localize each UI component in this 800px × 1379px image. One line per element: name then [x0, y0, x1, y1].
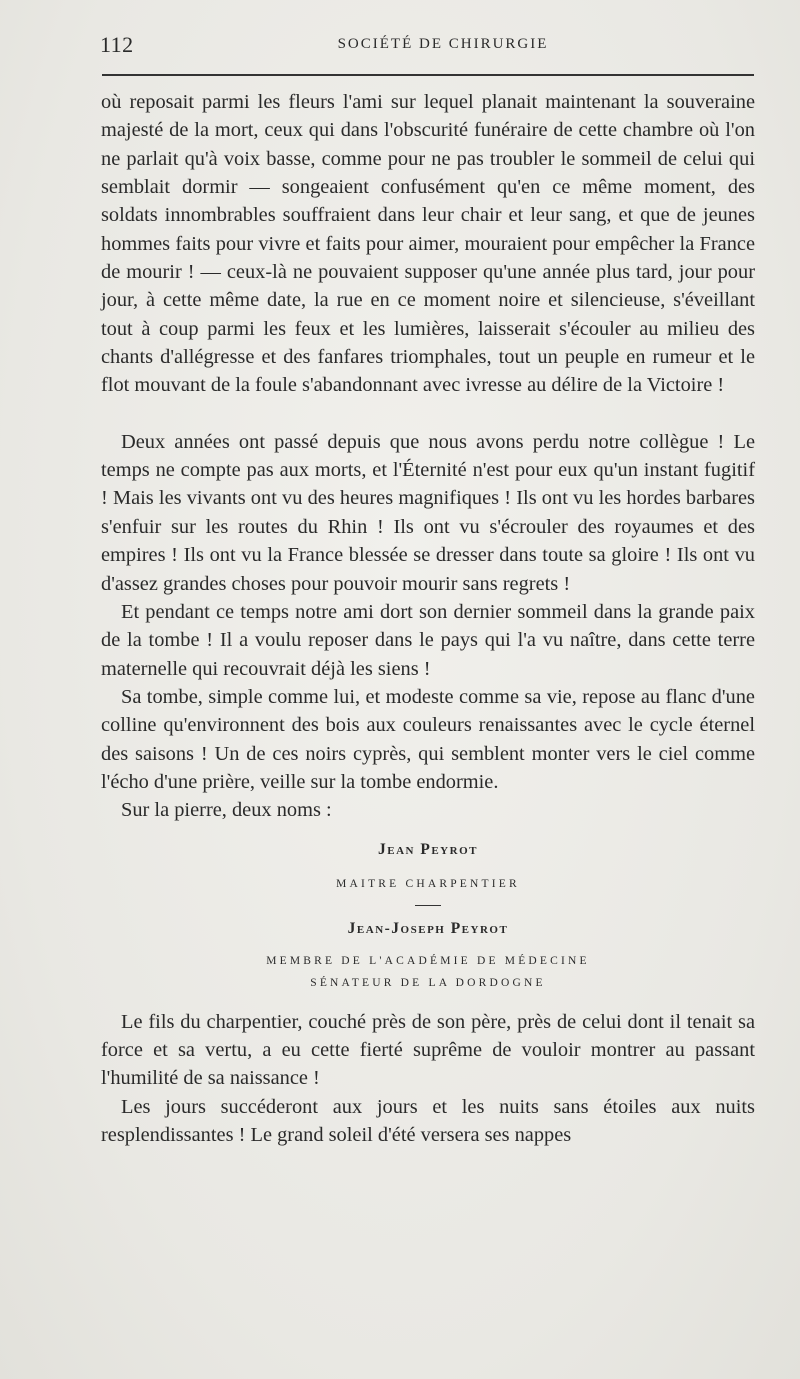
paragraph: Et pendant ce temps notre ami dort son dernier sommeil dans la grande paix de la tombe ! Il a voulu reposer dans le pays qui l'a vu naître, dans cette terre maternelle qui recouvrait déjà les siens ! [101, 600, 755, 680]
paragraph: Le fils du charpentier, couché près de son père, près de celui dont il tenait sa force et sa vertu, a eu cette fierté suprême de vouloir montrer au passant l'humilité de sa naissance ! [101, 1010, 755, 1090]
paragraph: Sur la pierre, deux noms : [121, 799, 332, 822]
epitaph-name-father: Jean Peyrot [378, 840, 478, 858]
epitaph-name-son: Jean-Joseph Peyrot [347, 919, 509, 937]
paragraph: Les jours succéderont aux jours et les nuits sans étoiles aux nuits resplendissantes ! Le grand soleil d'été versera ses nappes [101, 1095, 755, 1146]
epitaph-role-father: MAITRE CHARPENTIER [336, 877, 520, 890]
page-number: 112 [100, 32, 134, 57]
paragraph: Deux années ont passé depuis que nous avons perdu notre collègue ! Le temps ne compte pas aux morts, et l'Éternité n'est pour eux qu'un instant fugitif ! Mais les vivants ont vu des heures magnifiques ! Ils ont vu les hordes barbares s'enfuir sur les routes du Rhin ! Ils ont vu s'écrouler des royaumes et des empires ! Ils ont vu la France blessée se dresser dans toute sa gloire ! Ils ont vu d'assez grandes choses pour pouvoir mourir sans regrets ! [101, 430, 755, 595]
body-text [101, 88, 755, 1149]
header-rule [102, 74, 754, 76]
paragraph: Sa tombe, simple comme lui, et modeste comme sa vie, repose au flanc d'une colline qu'environnent des bois aux couleurs renaissantes avec le cycle éternel des saisons ! Un de ces noirs cyprès, qui semblent monter vers le ciel comme l'écho d'une prière, veille sur la tombe endormie. [101, 685, 755, 793]
page-header [100, 32, 756, 62]
epitaph-role-son-academy: MEMBRE DE L'ACADÉMIE DE MÉDECINE [266, 954, 590, 967]
paragraph: où reposait parmi les fleurs l'ami sur lequel planait maintenant la souveraine majesté de la mort, ceux qui dans l'obscurité funéraire de cette chambre où l'on ne parlait qu'à voix basse, comme pour ne pas troubler le sommeil de celui qui semblait dormir — songeaient confusément qu'en ce même moment, des soldats innombrables souffraient dans leur chair et leur sang, et que de jeunes hommes faits pour vivre et faits pour aimer, mouraient pour empêcher la France de mourir ! — ceux-là ne pouvaient supposer qu'une année plus tard, jour pour jour, à cette même date, la rue en ce moment noire et silencieuse, s'éveillant tout à coup parmi les feux et les lumières, laisserait s'écouler au milieu des chants d'allégresse et des fanfares triomphales, tout un peuple en rumeur et le flot mouvant de la foule s'abandonnant avec ivresse au délire de la Victoire ! [101, 91, 755, 397]
epitaph-separator [415, 905, 441, 906]
epitaph-block [101, 825, 755, 1008]
epitaph-role-son-senator: SÉNATEUR DE LA DORDOGNE [310, 976, 546, 989]
running-head: SOCIÉTÉ DE CHIRURGIE [337, 36, 549, 52]
section-gap [101, 400, 755, 428]
